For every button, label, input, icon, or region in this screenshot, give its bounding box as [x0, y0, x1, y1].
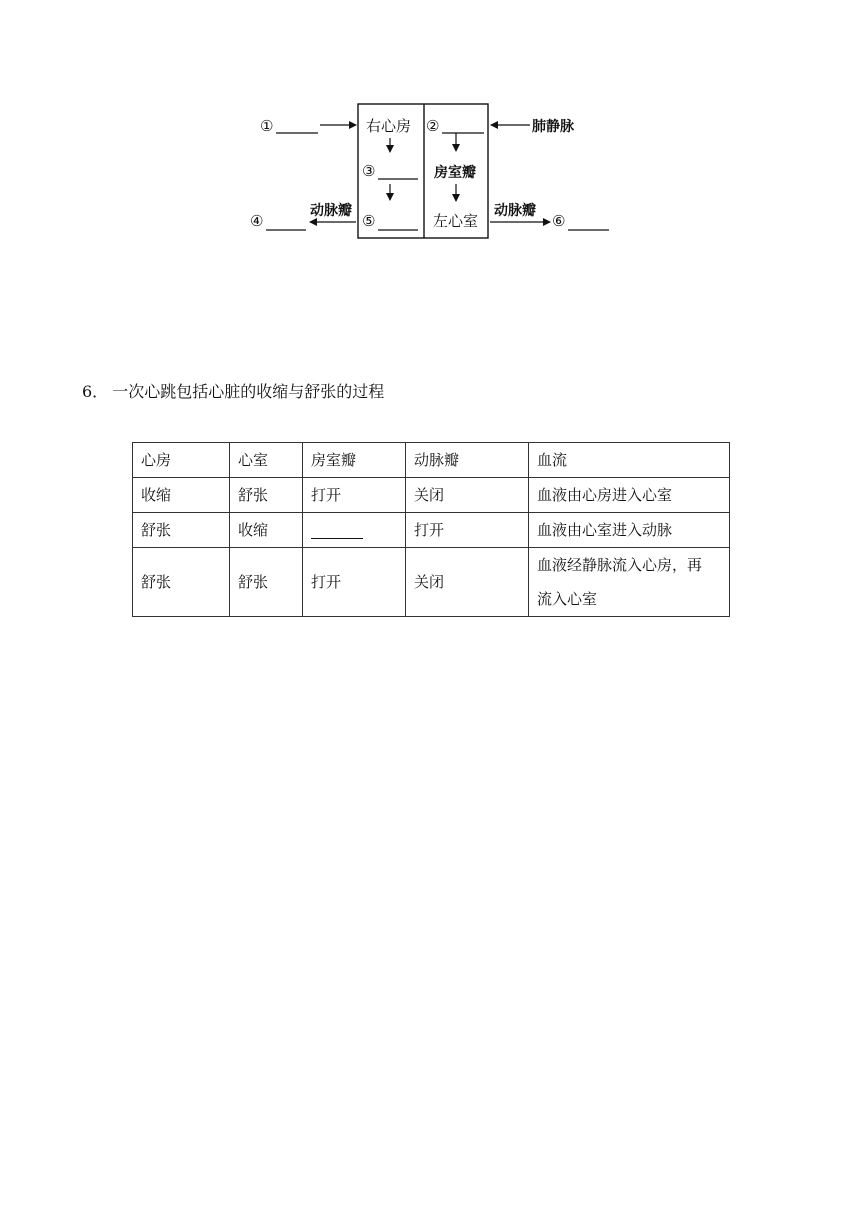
- heart-circulation-diagram: [0, 0, 860, 260]
- cell-line: 血液经静脉流入心房，再: [537, 556, 703, 574]
- question-6: [82, 380, 384, 404]
- label-3: ③: [362, 162, 376, 180]
- cell-multiline: [529, 548, 730, 617]
- question-number: 6．: [82, 382, 109, 401]
- question-text: 一次心跳包括心脏的收缩与舒张的过程: [112, 382, 385, 401]
- table-header-row: [133, 443, 730, 478]
- table-row: [133, 548, 730, 617]
- header-av-valve: 房室瓣: [303, 443, 406, 478]
- cell: 舒张: [230, 478, 303, 513]
- cell: 打开: [303, 548, 406, 617]
- arterial-valve-label-right: 动脉瓣: [494, 203, 536, 219]
- cell: 舒张: [133, 513, 230, 548]
- av-valve-label: 房室瓣: [434, 165, 476, 181]
- cell: 血液由心房进入心室: [529, 478, 730, 513]
- pulmonary-vein-label: 肺静脉: [532, 119, 574, 135]
- cell: 关闭: [406, 548, 529, 617]
- cell-blank: [303, 513, 406, 548]
- left-ventricle-label: 左心室: [433, 212, 479, 230]
- right-atrium-label: 右心房: [366, 117, 412, 135]
- cell: 收缩: [230, 513, 303, 548]
- table-row: [133, 513, 730, 548]
- header-arterial-valve: 动脉瓣: [406, 443, 529, 478]
- header-ventricle: 心室: [230, 443, 303, 478]
- cell: 血液由心室进入动脉: [529, 513, 730, 548]
- header-blood-flow: 血流: [529, 443, 730, 478]
- header-atrium: 心房: [133, 443, 230, 478]
- diagram-canvas: [0, 0, 860, 260]
- label-1: ①: [260, 117, 274, 135]
- cell: 收缩: [133, 478, 230, 513]
- heartbeat-table: [132, 442, 730, 617]
- cell: 舒张: [133, 548, 230, 617]
- cell: 舒张: [230, 548, 303, 617]
- answer-blank: [311, 522, 363, 539]
- cell: 打开: [406, 513, 529, 548]
- label-6: ⑥: [552, 212, 566, 230]
- label-5: ⑤: [362, 212, 376, 230]
- cell: 关闭: [406, 478, 529, 513]
- label-4: ④: [250, 212, 264, 230]
- arterial-valve-label-left: 动脉瓣: [310, 203, 352, 219]
- table-row: [133, 478, 730, 513]
- cell: 打开: [303, 478, 406, 513]
- cell-line: 流入心室: [537, 590, 598, 608]
- label-2: ②: [426, 117, 440, 135]
